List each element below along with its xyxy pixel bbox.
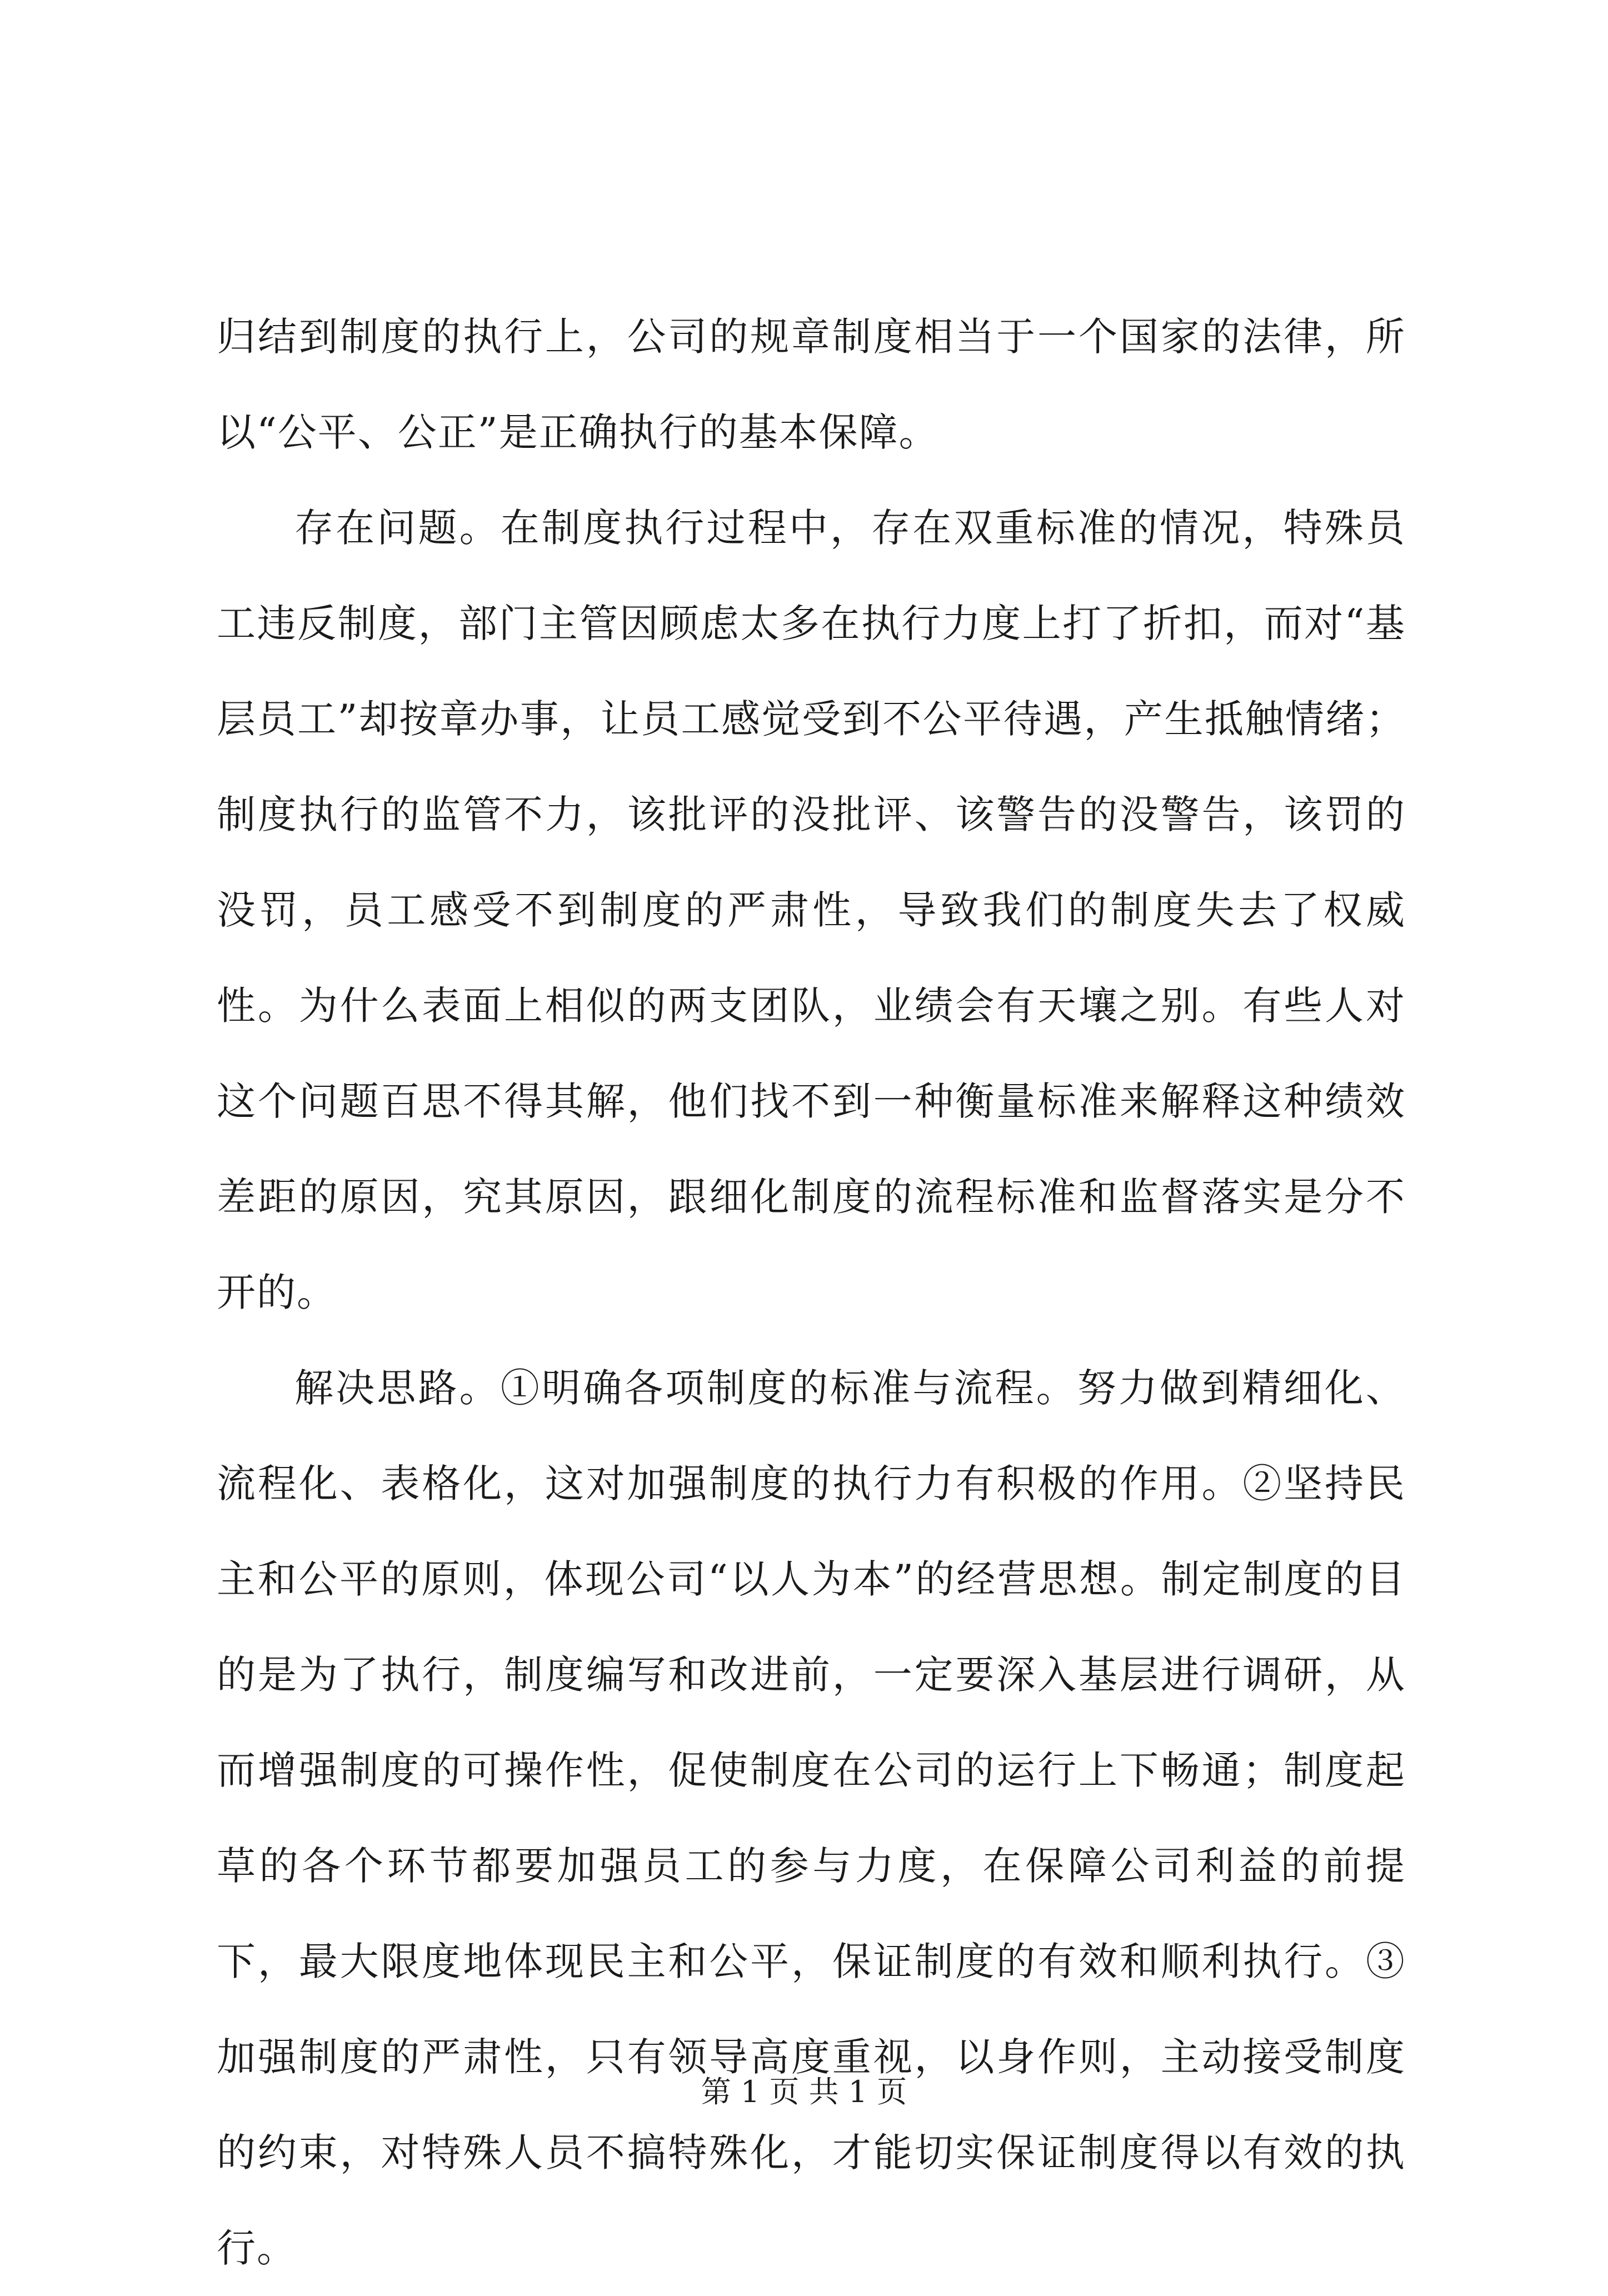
paragraph-intro-continuation: 归结到制度的执行上，公司的规章制度相当于一个国家的法律，所以“公平、公正”是正确执行的基本保障。 <box>217 314 1406 455</box>
paragraph-existing-problems: 存在问题。在制度执行过程中，存在双重标准的情况，特殊员工违反制度，部门主管因顾虑太多在执行力度上打了折扣，而对“基层员工”却按章办事，让员工感觉受到不公平待遇，产生抵触情绪；制度执行的监管不力，该批评的没批评、该警告的没警告，该罚的没罚，员工感受不到制度的严肃性，导致我们的制度失去了权威性。为什么表面上相似的两支团队，业绩会有天壤之别。有些人对这个问题百思不得其解，他们找不到一种衡量标准来解释这种绩效差距的原因，究其原因，跟细化制度的流程标准和监督落实是分不开的。 <box>217 505 1406 1315</box>
paragraph-solution-ideas: 解决思路。①明确各项制度的标准与流程。努力做到精细化、流程化、表格化，这对加强制度的执行力有积极的作用。②坚持民主和公平的原则，体现公司“以人为本”的经营思想。制定制度的目的是为了执行，制度编写和改进前，一定要深入基层进行调研，从而增强制度的可操作性，促使制度在公司的运行上下畅通；制度起草的各个环节都要加强员工的参与力度，在保障公司利益的前提下，最大限度地体现民主和公平，保证制度的有效和顺利执行。③加强制度的严肃性，只有领导高度重视，以身作则，主动接受制度的约束，对特殊人员不搞特殊化，才能切实保证制度得以有效的执行。 <box>217 1365 1406 2271</box>
document-body <box>217 289 1406 2296</box>
page-number-footer: 第 1 页 共 1 页 <box>701 2074 907 2109</box>
